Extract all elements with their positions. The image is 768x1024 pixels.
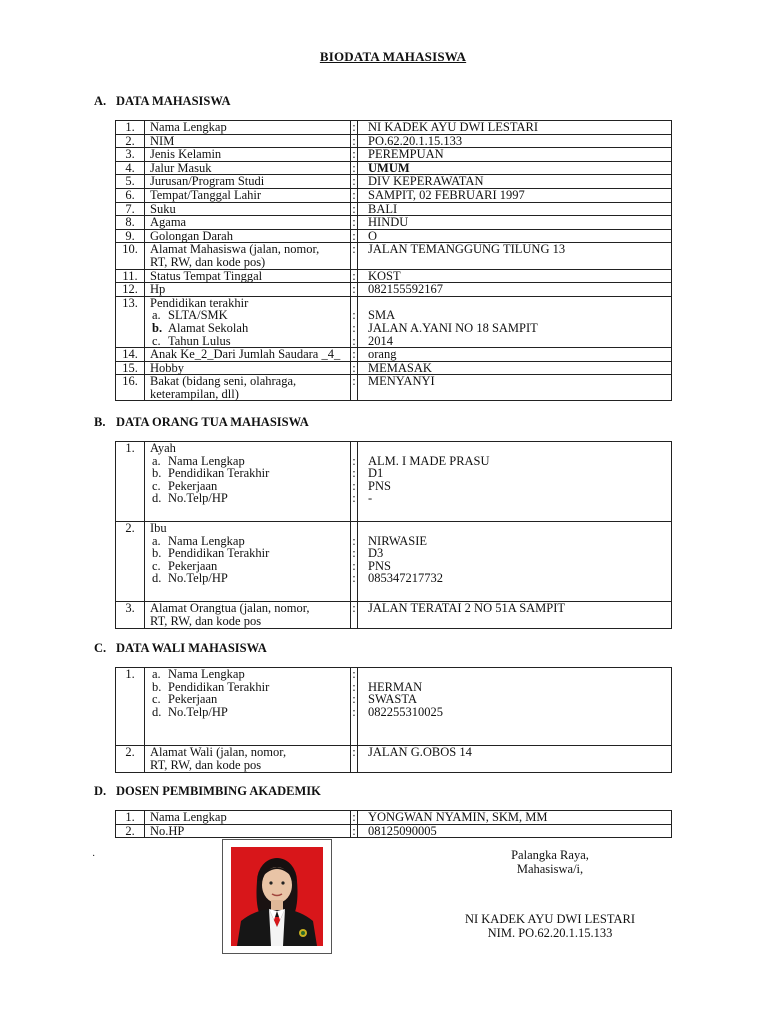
row-value: O bbox=[358, 229, 672, 243]
row-colon: : bbox=[352, 215, 356, 230]
row-value bbox=[358, 668, 672, 746]
colon-mark: : bbox=[352, 308, 356, 323]
parent-data-table bbox=[115, 441, 672, 629]
sub-marker: a. bbox=[152, 667, 161, 681]
table-row bbox=[116, 134, 672, 148]
table-row bbox=[116, 229, 672, 243]
sub-value: - bbox=[368, 491, 373, 506]
row-value: 082155592167 bbox=[358, 283, 672, 297]
table-row bbox=[116, 243, 672, 269]
sub-value: JALAN A.YANI NO 18 SAMPIT bbox=[368, 320, 538, 335]
row-number: 1. bbox=[116, 811, 145, 825]
table-row bbox=[116, 148, 672, 162]
colon-mark: : bbox=[352, 533, 356, 548]
row-value: PEREMPUAN bbox=[358, 148, 672, 162]
row-label-text: Hobby bbox=[150, 360, 185, 375]
row-label bbox=[145, 375, 351, 401]
sub-marker: a. bbox=[152, 308, 161, 323]
row-number: 4. bbox=[116, 161, 145, 175]
sub-label: Pendidikan Terakhir bbox=[168, 679, 270, 694]
sub-label: No.Telp/HP bbox=[168, 571, 228, 586]
row-colon: : bbox=[352, 147, 356, 162]
row-value: JALAN TERATAI 2 NO 51A SAMPIT bbox=[358, 602, 672, 629]
row-value: 08125090005 bbox=[358, 824, 672, 838]
row-label-text: Alamat Orangtua (jalan, nomor, bbox=[150, 601, 310, 615]
row-label-text-line2: keterampilan, dll) bbox=[150, 386, 239, 401]
row-label bbox=[145, 668, 351, 746]
sub-value: D1 bbox=[368, 466, 384, 481]
row-label-text: Suku bbox=[150, 201, 176, 216]
row-number: 7. bbox=[116, 202, 145, 216]
row-label-text: No.HP bbox=[150, 823, 185, 838]
student-data-table bbox=[115, 120, 672, 401]
sub-value: NIRWASIE bbox=[368, 533, 428, 548]
row-colon: : bbox=[352, 228, 356, 243]
table-row bbox=[116, 522, 672, 602]
row-label-text: Hp bbox=[150, 282, 166, 297]
table-row bbox=[116, 296, 672, 347]
sub-value bbox=[368, 668, 667, 681]
row-colon: : bbox=[352, 282, 356, 297]
row-label-text: Jenis Kelamin bbox=[150, 147, 222, 162]
row-number: 2. bbox=[116, 824, 145, 838]
row-value: JALAN G.OBOS 14 bbox=[358, 746, 672, 773]
row-value: MENYANYI bbox=[358, 375, 672, 401]
signature-name-block bbox=[440, 913, 660, 940]
row-label bbox=[145, 602, 351, 629]
sub-value: 2014 bbox=[368, 333, 393, 348]
row-title: Ayah bbox=[150, 441, 176, 455]
table-row bbox=[116, 269, 672, 283]
sub-label: Alamat Sekolah bbox=[168, 320, 249, 335]
colon-mark: : bbox=[352, 466, 356, 481]
row-number: 11. bbox=[116, 269, 145, 283]
sub-label: No.Telp/HP bbox=[168, 704, 228, 719]
row-colon: : bbox=[351, 375, 358, 401]
row-value: KOST bbox=[358, 269, 672, 283]
table-row bbox=[116, 824, 672, 838]
row-number: 13. bbox=[116, 296, 145, 347]
row-label-text-line2: RT, RW, dan kode pos bbox=[150, 757, 262, 772]
sub-marker: b. bbox=[152, 320, 163, 335]
row-label-text: Status Tempat Tinggal bbox=[150, 268, 263, 283]
colon-mark: : bbox=[352, 667, 356, 681]
row-colon: : bbox=[352, 187, 356, 202]
row-colon: : bbox=[352, 174, 356, 189]
row-label-text-line2: RT, RW, dan kode pos) bbox=[150, 254, 266, 269]
sub-marker: d. bbox=[152, 491, 162, 506]
sub-marker: b. bbox=[152, 546, 162, 561]
student-portrait-image bbox=[231, 847, 323, 946]
row-number: 3. bbox=[116, 148, 145, 162]
row-colon: : bbox=[352, 120, 356, 134]
row-number: 2. bbox=[116, 522, 145, 602]
row-label-text: Alamat Mahasiswa (jalan, nomor, bbox=[150, 242, 320, 257]
row-colon: : bbox=[352, 347, 356, 362]
row-number: 2. bbox=[116, 746, 145, 773]
sub-label: No.Telp/HP bbox=[168, 491, 228, 506]
row-label-text: Nama Lengkap bbox=[150, 810, 227, 824]
row-number: 1. bbox=[116, 668, 145, 746]
stray-dot: · bbox=[92, 851, 96, 862]
student-photo bbox=[231, 847, 323, 946]
colon-mark: : bbox=[352, 333, 356, 348]
row-label bbox=[145, 148, 351, 162]
sub-item bbox=[150, 335, 346, 348]
row-value: JALAN TEMANGGUNG TILUNG 13 bbox=[358, 243, 672, 269]
sub-item bbox=[150, 706, 346, 719]
row-value: YONGWAN NYAMIN, SKM, MM bbox=[358, 811, 672, 825]
row-value: orang bbox=[358, 348, 672, 362]
table-row bbox=[116, 602, 672, 629]
guardian-data-table bbox=[115, 667, 672, 773]
row-label-text: Anak Ke_2_Dari Jumlah Saudara _4_ bbox=[150, 347, 341, 362]
row-label bbox=[145, 202, 351, 216]
row-colon: : bbox=[352, 201, 356, 216]
sub-label: Pekerjaan bbox=[168, 558, 218, 573]
row-value: NI KADEK AYU DWI LESTARI bbox=[358, 121, 672, 135]
row-label bbox=[145, 175, 351, 189]
sub-label: Nama Lengkap bbox=[168, 453, 245, 468]
table-row bbox=[116, 283, 672, 297]
sub-value: SWASTA bbox=[368, 692, 418, 707]
sub-item bbox=[150, 492, 346, 505]
row-label bbox=[145, 824, 351, 838]
table-row bbox=[116, 161, 672, 175]
row-label bbox=[145, 522, 351, 602]
row-number: 15. bbox=[116, 361, 145, 375]
sub-value: D3 bbox=[368, 546, 384, 561]
row-label bbox=[145, 229, 351, 243]
sub-marker: c. bbox=[152, 558, 161, 573]
table-row bbox=[116, 202, 672, 216]
row-colon bbox=[351, 442, 358, 522]
row-value: UMUM bbox=[358, 161, 672, 175]
sub-label: SLTA/SMK bbox=[168, 308, 228, 323]
row-label bbox=[145, 283, 351, 297]
row-number: 12. bbox=[116, 283, 145, 297]
row-label-text: Nama Lengkap bbox=[150, 120, 227, 134]
colon-mark: : bbox=[352, 453, 356, 468]
signature-nim: NIM. PO.62.20.1.15.133 bbox=[487, 925, 613, 940]
section-d-heading: D. DOSEN PEMBIMBING AKADEMIK bbox=[94, 784, 321, 798]
sub-marker: d. bbox=[152, 571, 162, 586]
row-colon: : bbox=[352, 823, 356, 838]
row-label bbox=[145, 361, 351, 375]
sub-marker: c. bbox=[152, 692, 161, 707]
row-label-text: Golongan Darah bbox=[150, 228, 233, 243]
section-c-heading: C. DATA WALI MAHASISWA bbox=[94, 641, 267, 655]
sub-value: 082255310025 bbox=[368, 704, 443, 719]
row-value: DIV KEPERAWATAN bbox=[358, 175, 672, 189]
sub-value: 085347217732 bbox=[368, 571, 443, 586]
table-row bbox=[116, 442, 672, 522]
row-number: 3. bbox=[116, 602, 145, 629]
colon-mark: : bbox=[352, 692, 356, 707]
row-number: 1. bbox=[116, 121, 145, 135]
table-row bbox=[116, 361, 672, 375]
row-number: 1. bbox=[116, 442, 145, 522]
row-colon: : bbox=[352, 268, 356, 283]
section-b-heading: B. DATA ORANG TUA MAHASISWA bbox=[94, 415, 309, 429]
row-label bbox=[145, 216, 351, 230]
row-label-text-line2: RT, RW, dan kode pos bbox=[150, 613, 262, 628]
row-value bbox=[358, 442, 672, 522]
row-number: 14. bbox=[116, 348, 145, 362]
sub-marker: c. bbox=[152, 333, 161, 348]
row-colon bbox=[351, 668, 358, 746]
table-row bbox=[116, 348, 672, 362]
sub-marker: a. bbox=[152, 453, 161, 468]
sub-value: HERMAN bbox=[368, 679, 423, 694]
document-title: BIODATA MAHASISWA bbox=[319, 49, 467, 64]
table-row bbox=[116, 375, 672, 401]
signature-name: NI KADEK AYU DWI LESTARI bbox=[464, 912, 636, 926]
row-colon bbox=[351, 296, 358, 347]
sub-value: ALM. I MADE PRASU bbox=[368, 453, 490, 468]
sub-marker: d. bbox=[152, 704, 162, 719]
row-colon: : bbox=[351, 243, 358, 269]
sub-label: Pendidikan Terakhir bbox=[168, 546, 270, 561]
sub-marker: b. bbox=[152, 466, 162, 481]
row-number: 6. bbox=[116, 188, 145, 202]
row-number: 2. bbox=[116, 134, 145, 148]
row-title: Ibu bbox=[150, 521, 167, 535]
sub-label: Pekerjaan bbox=[168, 692, 218, 707]
colon-mark: : bbox=[352, 558, 356, 573]
sub-value: PNS bbox=[368, 478, 391, 493]
row-label bbox=[145, 188, 351, 202]
row-colon: : bbox=[352, 360, 356, 375]
row-label-text: Jurusan/Program Studi bbox=[150, 174, 265, 189]
row-value: HINDU bbox=[358, 216, 672, 230]
row-colon bbox=[351, 522, 358, 602]
colon-mark: : bbox=[352, 491, 356, 506]
row-label bbox=[145, 269, 351, 283]
sub-label: Nama Lengkap bbox=[168, 533, 245, 548]
colon-mark: : bbox=[352, 478, 356, 493]
row-label bbox=[145, 348, 351, 362]
row-value bbox=[358, 296, 672, 347]
row-label-text: Alamat Wali (jalan, nomor, bbox=[150, 745, 287, 759]
row-label bbox=[145, 442, 351, 522]
signature-place-date: Palangka Raya, Mahasiswa/i, bbox=[511, 848, 589, 876]
row-value: BALI bbox=[358, 202, 672, 216]
row-label bbox=[145, 296, 351, 347]
row-label bbox=[145, 746, 351, 773]
row-value: SAMPIT, 02 FEBRUARI 1997 bbox=[358, 188, 672, 202]
row-label bbox=[145, 121, 351, 135]
sub-label: Pendidikan Terakhir bbox=[168, 466, 270, 481]
row-label-text: Pendidikan terakhir bbox=[150, 295, 249, 310]
row-value bbox=[358, 522, 672, 602]
row-number: 16. bbox=[116, 375, 145, 401]
sub-marker: c. bbox=[152, 478, 161, 493]
section-a-heading: A. DATA MAHASISWA bbox=[94, 94, 231, 108]
row-colon: : bbox=[352, 133, 356, 148]
sub-value: PNS bbox=[368, 558, 391, 573]
row-colon: : bbox=[352, 810, 356, 824]
row-label-text: Agama bbox=[150, 215, 187, 230]
row-colon: : bbox=[352, 160, 356, 175]
sub-label: Tahun Lulus bbox=[168, 333, 231, 348]
sub-value: SMA bbox=[368, 308, 396, 323]
row-number: 10. bbox=[116, 243, 145, 269]
row-label bbox=[145, 161, 351, 175]
table-row bbox=[116, 121, 672, 135]
sub-marker: b. bbox=[152, 679, 162, 694]
colon-mark: : bbox=[352, 546, 356, 561]
colon-mark: : bbox=[352, 679, 356, 694]
sub-item bbox=[150, 572, 346, 585]
table-row bbox=[116, 216, 672, 230]
colon-mark: : bbox=[352, 704, 356, 719]
table-row bbox=[116, 668, 672, 746]
sub-marker: a. bbox=[152, 533, 161, 548]
row-label-text: Tempat/Tanggal Lahir bbox=[150, 187, 262, 202]
sub-label: Pekerjaan bbox=[168, 478, 218, 493]
table-row bbox=[116, 188, 672, 202]
row-colon: : bbox=[351, 602, 358, 629]
table-row bbox=[116, 746, 672, 773]
row-label-text: Jalur Masuk bbox=[150, 160, 212, 175]
row-colon: : bbox=[351, 746, 358, 773]
row-label bbox=[145, 134, 351, 148]
advisor-data-table bbox=[115, 810, 672, 838]
colon-mark: : bbox=[352, 571, 356, 586]
row-label-text: Bakat (bidang seni, olahraga, bbox=[150, 374, 297, 389]
row-number: 5. bbox=[116, 175, 145, 189]
row-label bbox=[145, 811, 351, 825]
row-value: PO.62.20.1.15.133 bbox=[358, 134, 672, 148]
row-label bbox=[145, 243, 351, 269]
sub-label: Nama Lengkap bbox=[168, 667, 245, 681]
row-label-text: NIM bbox=[150, 133, 175, 148]
table-row bbox=[116, 811, 672, 825]
row-number: 8. bbox=[116, 216, 145, 230]
row-number: 9. bbox=[116, 229, 145, 243]
colon-mark: : bbox=[352, 320, 356, 335]
table-row bbox=[116, 175, 672, 189]
row-value: MEMASAK bbox=[358, 361, 672, 375]
student-photo-frame bbox=[222, 839, 332, 954]
